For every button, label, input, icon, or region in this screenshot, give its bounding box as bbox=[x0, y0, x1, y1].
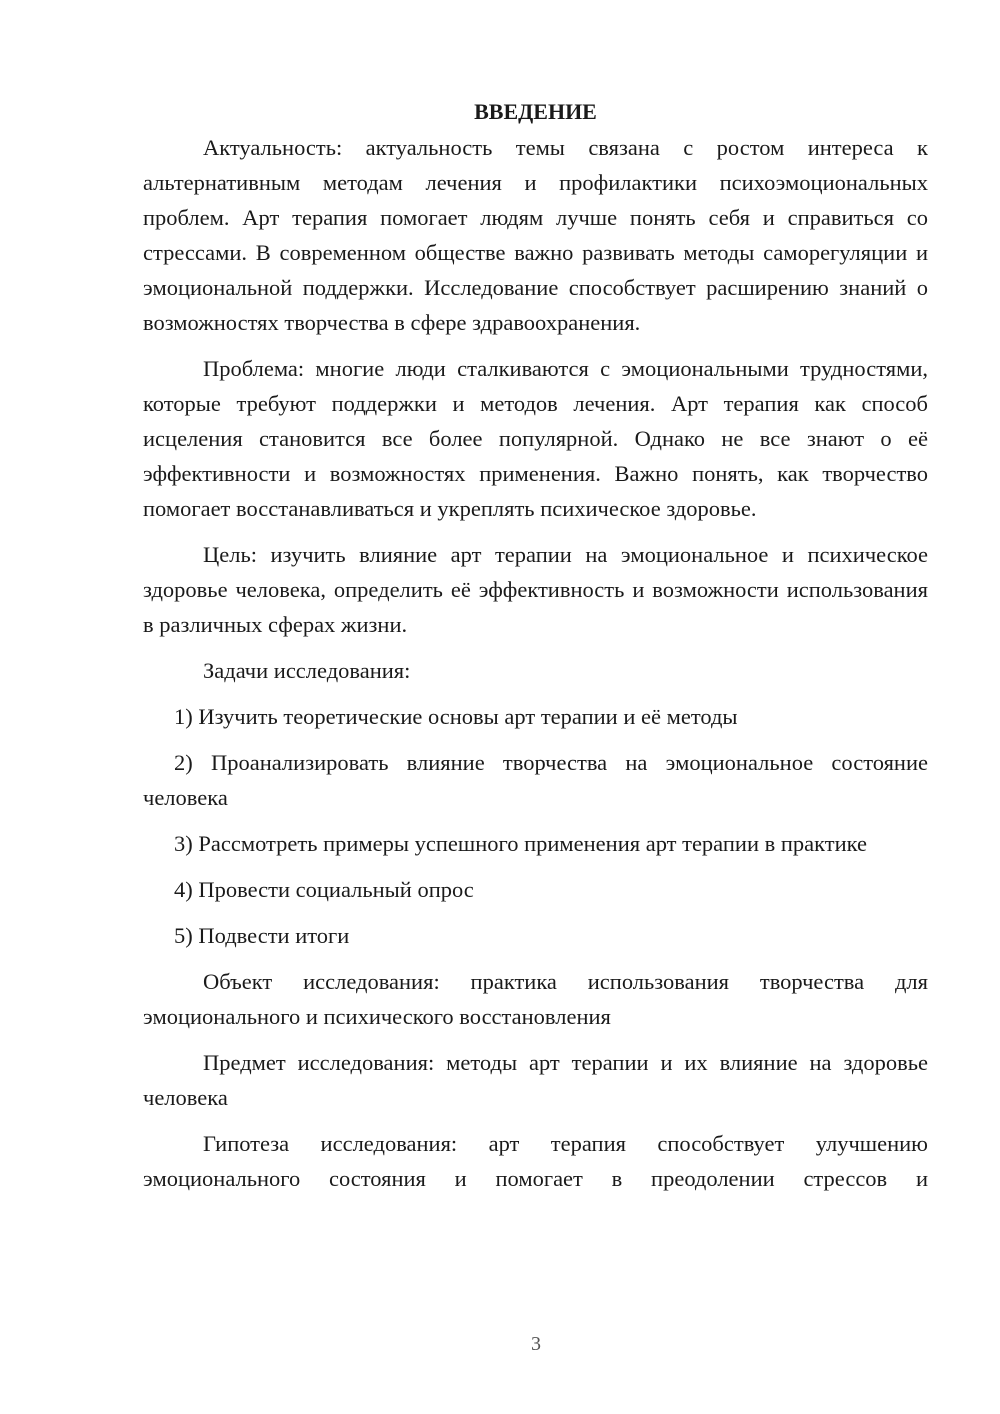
task-item: 3) Рассмотреть примеры успешного применения арт терапии в практике bbox=[174, 831, 868, 856]
task-item: 4) Провести социальный опрос bbox=[174, 877, 474, 902]
goal-paragraph: Цель: изучить влияние арт терапии на эмоциональное и психическое здоровье человека, определить её эффективность и возможности использования в различных сферах жизни. bbox=[143, 542, 928, 637]
subject-paragraph: Предмет исследования: методы арт терапии и их влияние на здоровье человека bbox=[143, 1050, 928, 1110]
problem-paragraph: Проблема: многие люди сталкиваются с эмоциональными трудностями, которые требуют поддержки и методов лечения. Арт терапия как способ исцеления становится все более популярной. Однако не все знают о её эффективности и возможностях применения. Важно понять, как творчество помогает восстанавливаться и укреплять психическое здоровье. bbox=[143, 356, 928, 521]
page-number: 3 bbox=[531, 1333, 541, 1355]
tasks-heading: Задачи исследования: bbox=[203, 658, 411, 683]
object-paragraph: Объект исследования: практика использования творчества для эмоционального и психического восстановления bbox=[143, 969, 928, 1029]
task-item: 1) Изучить теоретические основы арт терапии и её методы bbox=[174, 704, 738, 729]
task-item: 2) Проанализировать влияние творчества на эмоциональное состояние человека bbox=[143, 750, 928, 810]
document-body bbox=[143, 94, 928, 1207]
relevance-paragraph: Актуальность: актуальность темы связана с ростом интереса к альтернативным методам лечения и профилактики психоэмоциональных проблем. Арт терапия помогает людям лучше понять себя и справиться со стрессами. В современном обществе важно развивать методы саморегуляции и эмоциональной поддержки. Исследование способствует расширению знаний о возможностях творчества в сфере здравоохранения. bbox=[143, 135, 928, 335]
hypothesis-paragraph: Гипотеза исследования: арт терапия способствует улучшению эмоционального состояния и помогает в преодолении стрессов и bbox=[143, 1131, 928, 1191]
section-title: ВВЕДЕНИЕ bbox=[474, 99, 597, 124]
task-item: 5) Подвести итоги bbox=[174, 923, 350, 948]
